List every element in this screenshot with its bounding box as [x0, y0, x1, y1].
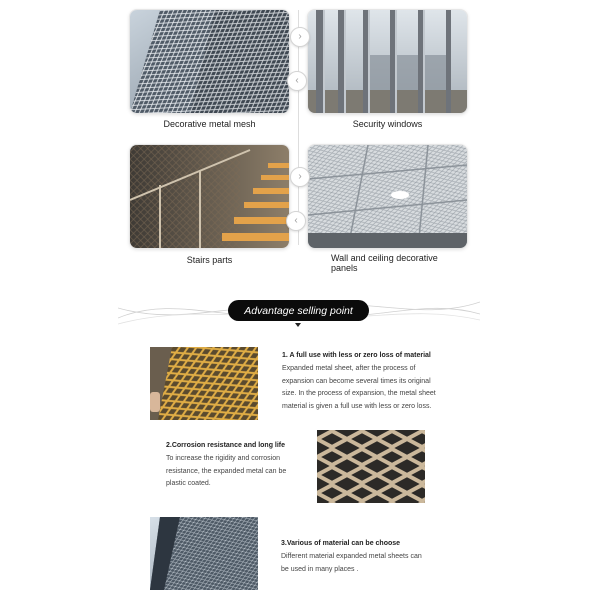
- chevron-right-icon: ›: [298, 171, 302, 182]
- feature-3-title: 3.Various of material can be choose: [281, 540, 401, 547]
- feature-3-line: be used in many places .: [281, 565, 359, 573]
- caption-wall-ceiling-panels: Wall and ceiling decorative panels: [331, 253, 438, 273]
- caption-decorative-metal-mesh: Decorative metal mesh: [163, 119, 256, 129]
- feature-2-line: plastic coated.: [166, 480, 211, 487]
- chevron-right-icon: ›: [298, 31, 302, 42]
- advantage-banner: [228, 300, 369, 321]
- chevron-left-icon: ‹: [295, 75, 299, 86]
- feature-2-title: 2.Corrosion resistance and long life: [166, 442, 286, 449]
- stairs-parts-photo[interactable]: [130, 145, 289, 248]
- feature-2-line: To increase the rigidity and corrosion: [166, 455, 281, 462]
- gallery-prev-button-2[interactable]: [286, 211, 306, 231]
- feature-3-text: [281, 551, 422, 576]
- feature-2-image: [317, 430, 425, 503]
- feature-1-image: [150, 347, 258, 420]
- feature-2-line: resistance, the expanded metal can be: [166, 467, 287, 475]
- feature-3-line: Different material expanded metal sheets can: [281, 553, 422, 560]
- caption-stairs-parts: Stairs parts: [186, 255, 233, 265]
- feature-1-line: size. In the process of expansion, the metal sheet: [282, 390, 436, 397]
- feature-1-title: 1. A full use with less or zero loss of material: [282, 352, 431, 359]
- banner-down-arrow-icon: [295, 323, 301, 327]
- gallery-next-button-1[interactable]: [290, 27, 310, 47]
- wall-ceiling-panels-photo[interactable]: [308, 145, 467, 248]
- gallery-prev-button-1[interactable]: [287, 71, 307, 91]
- gallery-next-button-2[interactable]: [290, 167, 310, 187]
- feature-2-text: [166, 453, 286, 491]
- chevron-left-icon: ‹: [294, 215, 298, 226]
- security-windows-photo[interactable]: [308, 10, 467, 113]
- decorative-metal-mesh-photo[interactable]: [130, 10, 289, 113]
- feature-1-text: [282, 363, 436, 413]
- feature-1-line: material is given a full use with less or zero loss.: [282, 402, 432, 410]
- banner-title: Advantage selling point: [244, 304, 353, 317]
- feature-1-line: Expanded metal sheet, after the process of: [282, 365, 416, 372]
- caption-security-windows: Security windows: [352, 119, 423, 129]
- feature-1-line: expansion can become several times its original: [282, 377, 431, 385]
- feature-3-image: [150, 517, 258, 590]
